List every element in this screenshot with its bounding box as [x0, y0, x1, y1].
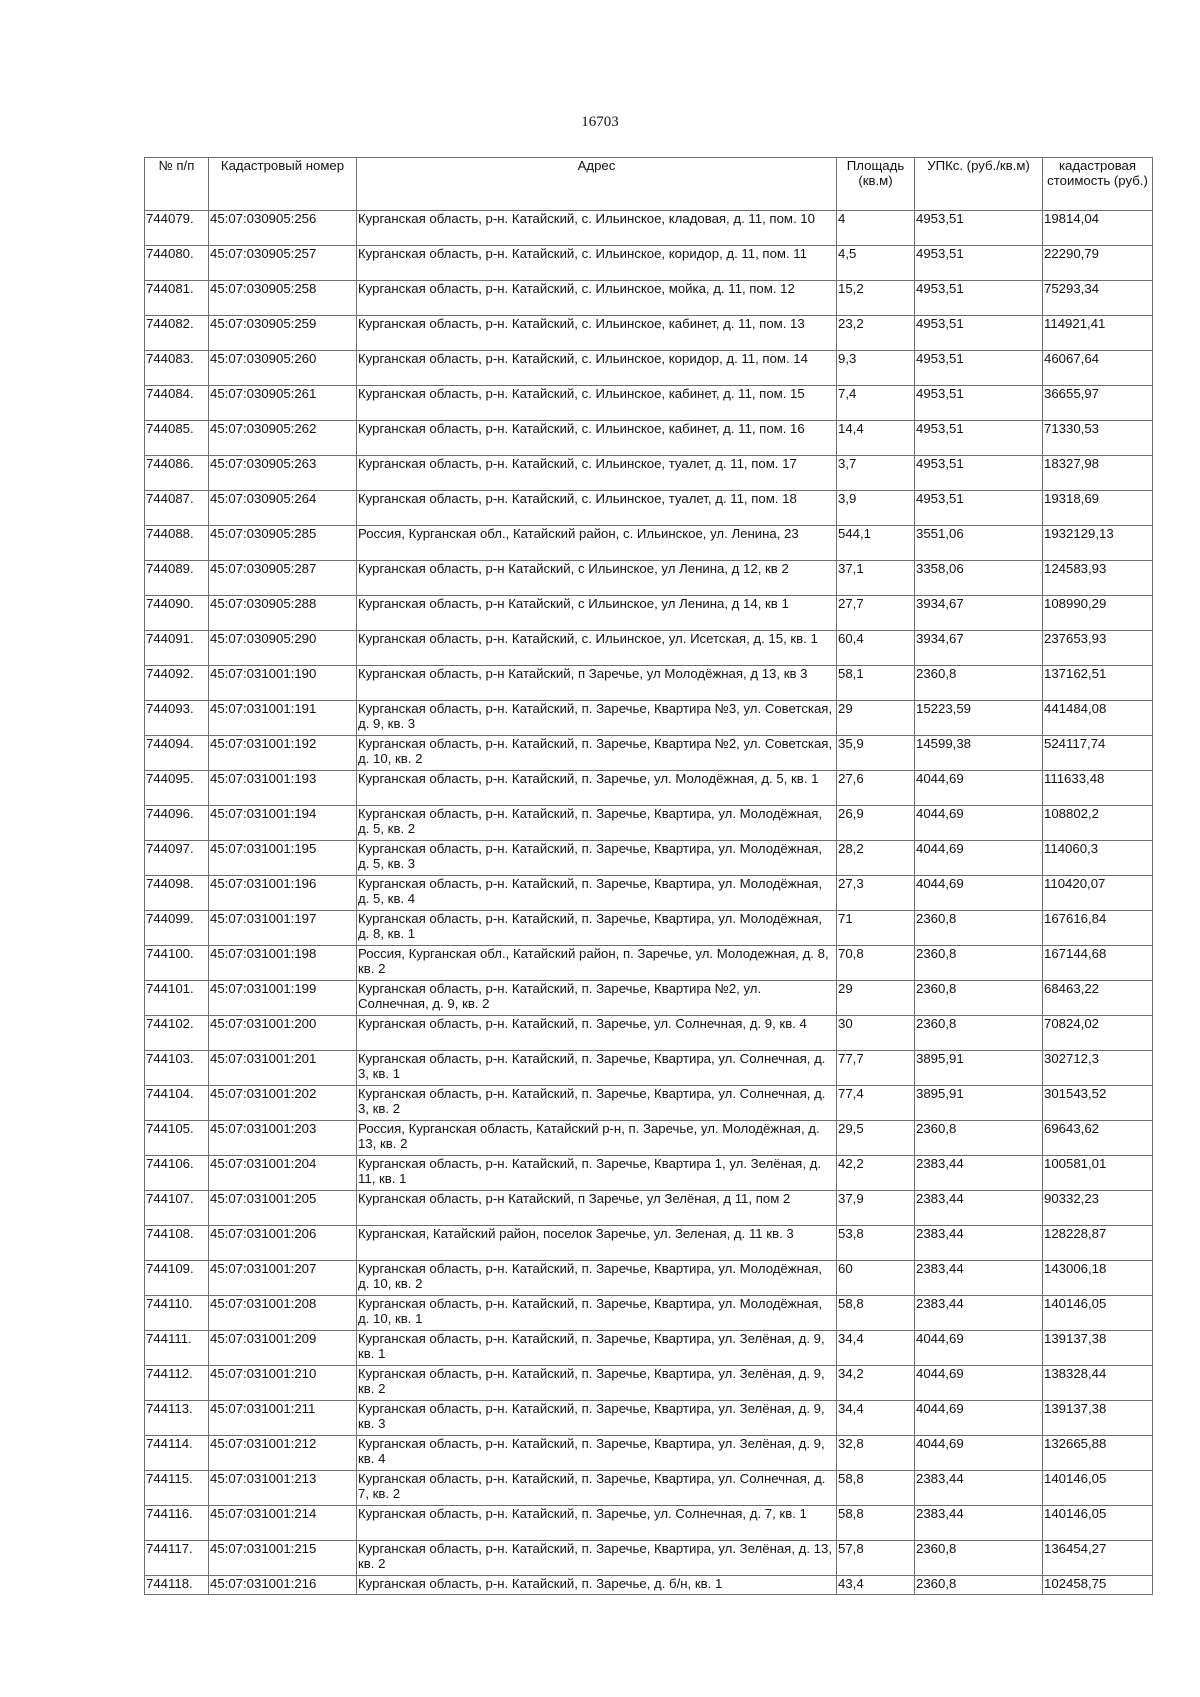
cadastral-number-cell: 45:07:031001:209 — [209, 1331, 357, 1366]
area-cell: 32,8 — [837, 1436, 915, 1471]
area-cell: 58,8 — [837, 1296, 915, 1331]
table-row — [145, 596, 1153, 631]
unit-value-cell: 4044,69 — [915, 1331, 1043, 1366]
area-cell: 27,6 — [837, 771, 915, 806]
unit-value-cell: 3358,06 — [915, 561, 1043, 596]
row-number-cell: 744079. — [145, 211, 209, 246]
row-number-cell: 744085. — [145, 421, 209, 456]
area-cell: 4,5 — [837, 246, 915, 281]
unit-value-cell: 4044,69 — [915, 876, 1043, 911]
area-cell: 14,4 — [837, 421, 915, 456]
cadastral-value-cell: 19318,69 — [1043, 491, 1153, 526]
table-row — [145, 1016, 1153, 1051]
address-cell: Россия, Курганская обл., Катайский район, п. Заречье, ул. Молодежная, д. 8, кв. 2 — [357, 946, 837, 981]
area-cell: 3,7 — [837, 456, 915, 491]
area-cell: 57,8 — [837, 1541, 915, 1576]
table-row — [145, 1401, 1153, 1436]
address-cell: Курганская область, р-н. Катайский, с. Ильинское, мойка, д. 11, пом. 12 — [357, 281, 837, 316]
table-row — [145, 1296, 1153, 1331]
row-number-cell: 744116. — [145, 1506, 209, 1541]
cadastral-value-cell: 124583,93 — [1043, 561, 1153, 596]
unit-value-cell: 2383,44 — [915, 1506, 1043, 1541]
table-row — [145, 771, 1153, 806]
cadastral-number-cell: 45:07:031001:194 — [209, 806, 357, 841]
row-number-cell: 744113. — [145, 1401, 209, 1436]
area-cell: 29 — [837, 981, 915, 1016]
cadastral-value-cell: 46067,64 — [1043, 351, 1153, 386]
table-row — [145, 911, 1153, 946]
cadastral-value-cell: 140146,05 — [1043, 1471, 1153, 1506]
area-cell: 3,9 — [837, 491, 915, 526]
row-number-cell: 744091. — [145, 631, 209, 666]
address-cell: Курганская область, р-н. Катайский, п. Заречье, Квартира, ул. Молодёжная, д. 5, кв. 2 — [357, 806, 837, 841]
cadastral-value-cell: 36655,97 — [1043, 386, 1153, 421]
header-cadastral-number: Кадастровый номер — [209, 158, 357, 211]
cadastral-number-cell: 45:07:031001:212 — [209, 1436, 357, 1471]
cadastral-number-cell: 45:07:031001:205 — [209, 1191, 357, 1226]
row-number-cell: 744081. — [145, 281, 209, 316]
table-row — [145, 981, 1153, 1016]
table-row — [145, 456, 1153, 491]
area-cell: 37,9 — [837, 1191, 915, 1226]
area-cell: 29,5 — [837, 1121, 915, 1156]
address-cell: Курганская область, р-н. Катайский, п. Заречье, Квартира №3, ул. Советская, д. 9, кв. 3 — [357, 701, 837, 736]
area-cell: 60 — [837, 1261, 915, 1296]
cadastral-value-cell: 114921,41 — [1043, 316, 1153, 351]
cadastral-number-cell: 45:07:030905:290 — [209, 631, 357, 666]
table-row — [145, 1156, 1153, 1191]
area-cell: 42,2 — [837, 1156, 915, 1191]
unit-value-cell: 4044,69 — [915, 1401, 1043, 1436]
cadastral-value-table — [144, 157, 1153, 1595]
unit-value-cell: 2360,8 — [915, 1541, 1043, 1576]
unit-value-cell: 3551,06 — [915, 526, 1043, 561]
table-row — [145, 1506, 1153, 1541]
cadastral-number-cell: 45:07:031001:202 — [209, 1086, 357, 1121]
address-cell: Курганская область, р-н. Катайский, п. Заречье, Квартира, ул. Зелёная, д. 9, кв. 2 — [357, 1366, 837, 1401]
unit-value-cell: 4953,51 — [915, 421, 1043, 456]
row-number-cell: 744093. — [145, 701, 209, 736]
unit-value-cell: 2360,8 — [915, 946, 1043, 981]
row-number-cell: 744098. — [145, 876, 209, 911]
cadastral-number-cell: 45:07:031001:204 — [209, 1156, 357, 1191]
table-row — [145, 1086, 1153, 1121]
table-row — [145, 1436, 1153, 1471]
row-number-cell: 744107. — [145, 1191, 209, 1226]
area-cell: 29 — [837, 701, 915, 736]
table-row — [145, 1051, 1153, 1086]
area-cell: 43,4 — [837, 1576, 915, 1595]
table-row — [145, 841, 1153, 876]
table-row — [145, 211, 1153, 246]
cadastral-value-cell: 71330,53 — [1043, 421, 1153, 456]
address-cell: Курганская область, р-н. Катайский, с. Ильинское, коридор, д. 11, пом. 11 — [357, 246, 837, 281]
row-number-cell: 744082. — [145, 316, 209, 351]
table-row — [145, 736, 1153, 771]
area-cell: 23,2 — [837, 316, 915, 351]
unit-value-cell: 4953,51 — [915, 351, 1043, 386]
cadastral-number-cell: 45:07:031001:208 — [209, 1296, 357, 1331]
cadastral-number-cell: 45:07:030905:285 — [209, 526, 357, 561]
header-address: Адрес — [357, 158, 837, 211]
table-row — [145, 1226, 1153, 1261]
table-row — [145, 631, 1153, 666]
row-number-cell: 744092. — [145, 666, 209, 701]
row-number-cell: 744083. — [145, 351, 209, 386]
area-cell: 34,4 — [837, 1331, 915, 1366]
cadastral-number-cell: 45:07:031001:214 — [209, 1506, 357, 1541]
address-cell: Курганская область, р-н. Катайский, с. Ильинское, кабинет, д. 11, пом. 16 — [357, 421, 837, 456]
cadastral-number-cell: 45:07:030905:263 — [209, 456, 357, 491]
address-cell: Курганская область, р-н. Катайский, с. Ильинское, кабинет, д. 11, пом. 15 — [357, 386, 837, 421]
unit-value-cell: 4044,69 — [915, 841, 1043, 876]
area-cell: 15,2 — [837, 281, 915, 316]
cadastral-number-cell: 45:07:030905:262 — [209, 421, 357, 456]
address-cell: Курганская область, р-н. Катайский, п. Заречье, Квартира, ул. Молодёжная, д. 5, кв. 3 — [357, 841, 837, 876]
unit-value-cell: 2383,44 — [915, 1296, 1043, 1331]
cadastral-number-cell: 45:07:030905:258 — [209, 281, 357, 316]
area-cell: 30 — [837, 1016, 915, 1051]
cadastral-number-cell: 45:07:031001:211 — [209, 1401, 357, 1436]
cadastral-value-cell: 18327,98 — [1043, 456, 1153, 491]
cadastral-value-cell: 441484,08 — [1043, 701, 1153, 736]
cadastral-value-cell: 100581,01 — [1043, 1156, 1153, 1191]
address-cell: Курганская область, р-н. Катайский, п. Заречье, Квартира, ул. Солнечная, д. 7, кв. 2 — [357, 1471, 837, 1506]
cadastral-value-cell: 111633,48 — [1043, 771, 1153, 806]
cadastral-value-cell: 69643,62 — [1043, 1121, 1153, 1156]
cadastral-number-cell: 45:07:031001:203 — [209, 1121, 357, 1156]
table-row — [145, 1576, 1153, 1595]
cadastral-value-cell: 137162,51 — [1043, 666, 1153, 701]
unit-value-cell: 4953,51 — [915, 386, 1043, 421]
cadastral-value-cell: 143006,18 — [1043, 1261, 1153, 1296]
row-number-cell: 744109. — [145, 1261, 209, 1296]
header-unit-value: УПКс. (руб./кв.м) — [915, 158, 1043, 211]
unit-value-cell: 4044,69 — [915, 806, 1043, 841]
cadastral-number-cell: 45:07:031001:190 — [209, 666, 357, 701]
cadastral-value-cell: 19814,04 — [1043, 211, 1153, 246]
cadastral-number-cell: 45:07:030905:256 — [209, 211, 357, 246]
table-row — [145, 491, 1153, 526]
cadastral-value-cell: 524117,74 — [1043, 736, 1153, 771]
unit-value-cell: 2360,8 — [915, 1121, 1043, 1156]
cadastral-number-cell: 45:07:031001:215 — [209, 1541, 357, 1576]
address-cell: Россия, Курганская обл., Катайский район, с. Ильинское, ул. Ленина, 23 — [357, 526, 837, 561]
table-row — [145, 666, 1153, 701]
table-row — [145, 1331, 1153, 1366]
table-row — [145, 421, 1153, 456]
cadastral-number-cell: 45:07:031001:207 — [209, 1261, 357, 1296]
area-cell: 34,4 — [837, 1401, 915, 1436]
unit-value-cell: 4953,51 — [915, 491, 1043, 526]
address-cell: Курганская область, р-н. Катайский, п. Заречье, Квартира, ул. Зелёная, д. 9, кв. 3 — [357, 1401, 837, 1436]
row-number-cell: 744097. — [145, 841, 209, 876]
address-cell: Курганская область, р-н. Катайский, с. Ильинское, кладовая, д. 11, пом. 10 — [357, 211, 837, 246]
header-row-number: № п/п — [145, 158, 209, 211]
address-cell: Курганская область, р-н. Катайский, п. Заречье, Квартира №2, ул. Солнечная, д. 9, кв. 2 — [357, 981, 837, 1016]
address-cell: Курганская область, р-н. Катайский, п. Заречье, Квартира, ул. Зелёная, д. 9, кв. 1 — [357, 1331, 837, 1366]
area-cell: 37,1 — [837, 561, 915, 596]
address-cell: Курганская область, р-н. Катайский, п. Заречье, Квартира, ул. Солнечная, д. 3, кв. 2 — [357, 1086, 837, 1121]
address-cell: Курганская область, р-н. Катайский, п. Заречье, Квартира, ул. Молодёжная, д. 10, кв. 1 — [357, 1296, 837, 1331]
area-cell: 35,9 — [837, 736, 915, 771]
row-number-cell: 744114. — [145, 1436, 209, 1471]
unit-value-cell: 2383,44 — [915, 1191, 1043, 1226]
unit-value-cell: 2383,44 — [915, 1226, 1043, 1261]
row-number-cell: 744108. — [145, 1226, 209, 1261]
address-cell: Курганская, Катайский район, поселок Заречье, ул. Зеленая, д. 11 кв. 3 — [357, 1226, 837, 1261]
cadastral-number-cell: 45:07:031001:200 — [209, 1016, 357, 1051]
address-cell: Курганская область, р-н. Катайский, п. Заречье, Квартира, ул. Молодёжная, д. 8, кв. 1 — [357, 911, 837, 946]
cadastral-number-cell: 45:07:031001:199 — [209, 981, 357, 1016]
table-row — [145, 526, 1153, 561]
cadastral-number-cell: 45:07:030905:260 — [209, 351, 357, 386]
table-body — [145, 211, 1153, 1595]
table-row — [145, 246, 1153, 281]
cadastral-value-cell: 139137,38 — [1043, 1401, 1153, 1436]
table-row — [145, 1366, 1153, 1401]
area-cell: 26,9 — [837, 806, 915, 841]
area-cell: 544,1 — [837, 526, 915, 561]
cadastral-value-cell: 237653,93 — [1043, 631, 1153, 666]
area-cell: 58,8 — [837, 1471, 915, 1506]
table-row — [145, 1471, 1153, 1506]
address-cell: Курганская область, р-н. Катайский, п. Заречье, д. б/н, кв. 1 — [357, 1576, 837, 1595]
cadastral-value-cell: 132665,88 — [1043, 1436, 1153, 1471]
cadastral-value-cell: 167144,68 — [1043, 946, 1153, 981]
row-number-cell: 744111. — [145, 1331, 209, 1366]
cadastral-value-cell: 138328,44 — [1043, 1366, 1153, 1401]
unit-value-cell: 3895,91 — [915, 1086, 1043, 1121]
cadastral-value-cell: 108802,2 — [1043, 806, 1153, 841]
address-cell: Россия, Курганская область, Катайский р-н, п. Заречье, ул. Молодёжная, д. 13, кв. 2 — [357, 1121, 837, 1156]
row-number-cell: 744095. — [145, 771, 209, 806]
address-cell: Курганская область, р-н Катайский, п Заречье, ул Молодёжная, д 13, кв 3 — [357, 666, 837, 701]
address-cell: Курганская область, р-н. Катайский, с. Ильинское, туалет, д. 11, пом. 17 — [357, 456, 837, 491]
table-header — [145, 158, 1153, 211]
table-row — [145, 1191, 1153, 1226]
unit-value-cell: 2360,8 — [915, 1016, 1043, 1051]
cadastral-value-cell: 140146,05 — [1043, 1296, 1153, 1331]
row-number-cell: 744084. — [145, 386, 209, 421]
area-cell: 77,7 — [837, 1051, 915, 1086]
cadastral-number-cell: 45:07:030905:259 — [209, 316, 357, 351]
address-cell: Курганская область, р-н. Катайский, с. Ильинское, коридор, д. 11, пом. 14 — [357, 351, 837, 386]
row-number-cell: 744088. — [145, 526, 209, 561]
cadastral-value-cell: 136454,27 — [1043, 1541, 1153, 1576]
row-number-cell: 744089. — [145, 561, 209, 596]
table-row — [145, 561, 1153, 596]
cadastral-value-cell: 302712,3 — [1043, 1051, 1153, 1086]
cadastral-number-cell: 45:07:031001:197 — [209, 911, 357, 946]
address-cell: Курганская область, р-н. Катайский, п. Заречье, Квартира, ул. Зелёная, д. 9, кв. 4 — [357, 1436, 837, 1471]
area-cell: 71 — [837, 911, 915, 946]
row-number-cell: 744103. — [145, 1051, 209, 1086]
unit-value-cell: 2360,8 — [915, 1576, 1043, 1595]
unit-value-cell: 4953,51 — [915, 456, 1043, 491]
header-cadastral-value: кадастровая стоимость (руб.) — [1043, 158, 1153, 211]
cadastral-value-cell: 1932129,13 — [1043, 526, 1153, 561]
address-cell: Курганская область, р-н Катайский, п Заречье, ул Зелёная, д 11, пом 2 — [357, 1191, 837, 1226]
area-cell: 58,1 — [837, 666, 915, 701]
address-cell: Курганская область, р-н. Катайский, п. Заречье, Квартира, ул. Молодёжная, д. 10, кв. 2 — [357, 1261, 837, 1296]
unit-value-cell: 3934,67 — [915, 596, 1043, 631]
cadastral-value-cell: 108990,29 — [1043, 596, 1153, 631]
cadastral-number-cell: 45:07:031001:196 — [209, 876, 357, 911]
cadastral-number-cell: 45:07:030905:287 — [209, 561, 357, 596]
row-number-cell: 744094. — [145, 736, 209, 771]
area-cell: 27,3 — [837, 876, 915, 911]
area-cell: 7,4 — [837, 386, 915, 421]
table-row — [145, 316, 1153, 351]
unit-value-cell: 4953,51 — [915, 246, 1043, 281]
cadastral-number-cell: 45:07:031001:201 — [209, 1051, 357, 1086]
row-number-cell: 744112. — [145, 1366, 209, 1401]
row-number-cell: 744115. — [145, 1471, 209, 1506]
area-cell: 9,3 — [837, 351, 915, 386]
cadastral-value-cell: 301543,52 — [1043, 1086, 1153, 1121]
cadastral-number-cell: 45:07:031001:193 — [209, 771, 357, 806]
cadastral-number-cell: 45:07:031001:198 — [209, 946, 357, 981]
unit-value-cell: 2360,8 — [915, 911, 1043, 946]
row-number-cell: 744100. — [145, 946, 209, 981]
table-row — [145, 876, 1153, 911]
cadastral-value-cell: 70824,02 — [1043, 1016, 1153, 1051]
address-cell: Курганская область, р-н. Катайский, п. Заречье, Квартира, ул. Зелёная, д. 13, кв. 2 — [357, 1541, 837, 1576]
cadastral-number-cell: 45:07:031001:210 — [209, 1366, 357, 1401]
unit-value-cell: 14599,38 — [915, 736, 1043, 771]
address-cell: Курганская область, р-н. Катайский, п. Заречье, Квартира, ул. Молодёжная, д. 5, кв. 4 — [357, 876, 837, 911]
cadastral-number-cell: 45:07:030905:257 — [209, 246, 357, 281]
area-cell: 28,2 — [837, 841, 915, 876]
unit-value-cell: 4044,69 — [915, 771, 1043, 806]
area-cell: 60,4 — [837, 631, 915, 666]
cadastral-number-cell: 45:07:031001:216 — [209, 1576, 357, 1595]
address-cell: Курганская область, р-н. Катайский, п. Заречье, ул. Солнечная, д. 7, кв. 1 — [357, 1506, 837, 1541]
row-number-cell: 744099. — [145, 911, 209, 946]
unit-value-cell: 2383,44 — [915, 1471, 1043, 1506]
table-row — [145, 281, 1153, 316]
unit-value-cell: 2383,44 — [915, 1261, 1043, 1296]
unit-value-cell: 4044,69 — [915, 1366, 1043, 1401]
address-cell: Курганская область, р-н. Катайский, с. Ильинское, ул. Исетская, д. 15, кв. 1 — [357, 631, 837, 666]
row-number-cell: 744102. — [145, 1016, 209, 1051]
area-cell: 58,8 — [837, 1506, 915, 1541]
address-cell: Курганская область, р-н. Катайский, с. Ильинское, кабинет, д. 11, пом. 13 — [357, 316, 837, 351]
row-number-cell: 744086. — [145, 456, 209, 491]
row-number-cell: 744110. — [145, 1296, 209, 1331]
row-number-cell: 744101. — [145, 981, 209, 1016]
table-row — [145, 1121, 1153, 1156]
address-cell: Курганская область, р-н Катайский, с Ильинское, ул Ленина, д 12, кв 2 — [357, 561, 837, 596]
area-cell: 27,7 — [837, 596, 915, 631]
unit-value-cell: 4044,69 — [915, 1436, 1043, 1471]
cadastral-number-cell: 45:07:031001:191 — [209, 701, 357, 736]
unit-value-cell: 2360,8 — [915, 666, 1043, 701]
row-number-cell: 744117. — [145, 1541, 209, 1576]
cadastral-value-cell: 110420,07 — [1043, 876, 1153, 911]
area-cell: 70,8 — [837, 946, 915, 981]
cadastral-value-cell: 114060,3 — [1043, 841, 1153, 876]
table-row — [145, 1261, 1153, 1296]
header-area: Площадь (кв.м) — [837, 158, 915, 211]
area-cell: 4 — [837, 211, 915, 246]
area-cell: 34,2 — [837, 1366, 915, 1401]
header-row — [145, 158, 1153, 211]
cadastral-number-cell: 45:07:031001:192 — [209, 736, 357, 771]
cadastral-number-cell: 45:07:031001:195 — [209, 841, 357, 876]
cadastral-number-cell: 45:07:031001:213 — [209, 1471, 357, 1506]
table-row — [145, 1541, 1153, 1576]
cadastral-number-cell: 45:07:030905:261 — [209, 386, 357, 421]
address-cell: Курганская область, р-н. Катайский, с. Ильинское, туалет, д. 11, пом. 18 — [357, 491, 837, 526]
address-cell: Курганская область, р-н. Катайский, п. Заречье, ул. Молодёжная, д. 5, кв. 1 — [357, 771, 837, 806]
cadastral-number-cell: 45:07:030905:264 — [209, 491, 357, 526]
unit-value-cell: 2383,44 — [915, 1156, 1043, 1191]
table-row — [145, 806, 1153, 841]
address-cell: Курганская область, р-н Катайский, с Ильинское, ул Ленина, д 14, кв 1 — [357, 596, 837, 631]
row-number-cell: 744106. — [145, 1156, 209, 1191]
address-cell: Курганская область, р-н. Катайский, п. Заречье, Квартира, ул. Солнечная, д. 3, кв. 1 — [357, 1051, 837, 1086]
table-row — [145, 351, 1153, 386]
cadastral-value-cell: 140146,05 — [1043, 1506, 1153, 1541]
cadastral-number-cell: 45:07:030905:288 — [209, 596, 357, 631]
area-cell: 77,4 — [837, 1086, 915, 1121]
cadastral-value-cell: 68463,22 — [1043, 981, 1153, 1016]
table-row — [145, 701, 1153, 736]
row-number-cell: 744104. — [145, 1086, 209, 1121]
unit-value-cell: 4953,51 — [915, 281, 1043, 316]
cadastral-value-cell: 102458,75 — [1043, 1576, 1153, 1595]
table-row — [145, 386, 1153, 421]
cadastral-value-cell: 128228,87 — [1043, 1226, 1153, 1261]
page-number: 16703 — [581, 114, 619, 130]
address-cell: Курганская область, р-н. Катайский, п. Заречье, Квартира 1, ул. Зелёная, д. 11, кв. 1 — [357, 1156, 837, 1191]
table-row — [145, 946, 1153, 981]
row-number-cell: 744096. — [145, 806, 209, 841]
unit-value-cell: 3934,67 — [915, 631, 1043, 666]
row-number-cell: 744080. — [145, 246, 209, 281]
unit-value-cell: 2360,8 — [915, 981, 1043, 1016]
row-number-cell: 744087. — [145, 491, 209, 526]
cadastral-value-cell: 22290,79 — [1043, 246, 1153, 281]
unit-value-cell: 3895,91 — [915, 1051, 1043, 1086]
unit-value-cell: 4953,51 — [915, 211, 1043, 246]
cadastral-value-cell: 90332,23 — [1043, 1191, 1153, 1226]
area-cell: 53,8 — [837, 1226, 915, 1261]
row-number-cell: 744090. — [145, 596, 209, 631]
unit-value-cell: 4953,51 — [915, 316, 1043, 351]
cadastral-value-cell: 139137,38 — [1043, 1331, 1153, 1366]
row-number-cell: 744105. — [145, 1121, 209, 1156]
cadastral-value-cell: 75293,34 — [1043, 281, 1153, 316]
row-number-cell: 744118. — [145, 1576, 209, 1595]
address-cell: Курганская область, р-н. Катайский, п. Заречье, Квартира №2, ул. Советская, д. 10, кв. 2 — [357, 736, 837, 771]
cadastral-number-cell: 45:07:031001:206 — [209, 1226, 357, 1261]
cadastral-value-cell: 167616,84 — [1043, 911, 1153, 946]
unit-value-cell: 15223,59 — [915, 701, 1043, 736]
address-cell: Курганская область, р-н. Катайский, п. Заречье, ул. Солнечная, д. 9, кв. 4 — [357, 1016, 837, 1051]
